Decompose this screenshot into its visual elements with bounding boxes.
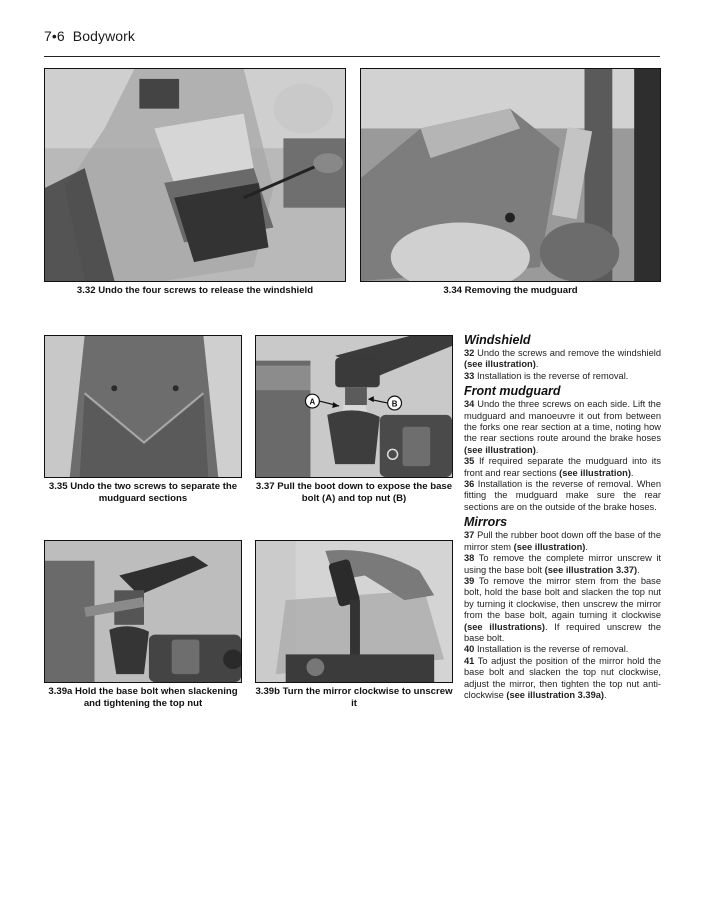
windshield-photo-illustration	[45, 69, 345, 281]
caption-3-39b	[255, 686, 453, 709]
caption-3-35-line2: mudguard sections	[98, 492, 188, 504]
callout-b-label: B	[391, 399, 398, 409]
mudguard-photo-illustration	[361, 69, 660, 281]
photo-3-37	[255, 335, 453, 478]
heading-mirrors: Mirrors	[464, 515, 508, 530]
mirror-base-photo-illustration	[256, 336, 452, 477]
paragraph-40: 40 Installation is the reverse of removal.	[464, 644, 629, 655]
page-number: 7•6	[44, 28, 65, 44]
heading-windshield: Windshield	[464, 333, 531, 347]
header-divider	[44, 56, 660, 57]
caption-3-32: 3.32 Undo the four screws to release the windshield	[76, 285, 314, 296]
heading-front-mudguard: Front mudguard	[464, 384, 561, 399]
paragraph-36: 36 Installation is the reverse of removal. When fitting the mudguard make sure the rear sections are on the outside of the brake hoses.	[464, 479, 661, 512]
base-bolt-photo-illustration	[45, 541, 241, 682]
paragraph-34: 34 Undo the three screws on each side. Lift the mudguard and manoeuvre it out from between the forks one rear section at a time, noting how the rear sections route around the brake hoses (see illustration).	[464, 399, 661, 455]
caption-3-35-line1: 3.35 Undo the two screws to separate the	[48, 481, 238, 492]
callout-a-label: A	[309, 397, 316, 407]
paragraph-33: 33 Installation is the reverse of removal.	[464, 370, 629, 381]
mirror-turn-photo-illustration	[256, 541, 452, 682]
paragraph-39: 39 To remove the mirror stem from the base bolt, hold the base bolt and slacken the top nut by turning it clockwise, then unscrew the mirror from the base bolt, again turning it clockwise (see illustrations). If required unscrew the base bolt.	[464, 575, 662, 643]
caption-3-37-line2: bolt (A) and top nut (B)	[301, 492, 407, 504]
caption-3-39b-line1: 3.39b Turn the mirror clockwise to unscrew	[255, 686, 453, 697]
section-title: Bodywork	[72, 28, 136, 44]
mudguard-sections-photo-illustration	[45, 336, 241, 477]
caption-3-37	[255, 481, 453, 504]
paragraph-41: 41 To adjust the position of the mirror hold the base bolt and slacken the top nut clockwise, adjust the mirror, then tighten the top nut anti-clockwise (see illustration 3.39a).	[464, 655, 661, 700]
photo-3-32	[44, 68, 346, 282]
caption-3-37-line1: 3.37 Pull the boot down to expose the base	[255, 481, 453, 492]
paragraph-37: 37 Pull the rubber boot down off the base of the mirror stem (see illustration).	[464, 530, 661, 552]
paragraph-35: 35 If required separate the mudguard into its front and rear sections (see illustration).	[464, 456, 661, 478]
caption-3-39b-line2: it	[351, 697, 357, 709]
photo-3-39a	[44, 540, 242, 683]
page-header	[44, 28, 135, 44]
paragraph-38: 38 To remove the complete mirror unscrew it using the base bolt (see illustration 3.37).	[464, 553, 662, 575]
paragraph-32: 32 Undo the screws and remove the windshield (see illustration).	[464, 348, 661, 370]
caption-3-39a	[44, 686, 242, 709]
caption-3-39a-line2: and tightening the top nut	[83, 697, 203, 709]
caption-3-35	[44, 481, 242, 504]
photo-3-35	[44, 335, 242, 478]
caption-3-39a-line1: 3.39a Hold the base bolt when slackening	[48, 686, 238, 697]
text-column	[464, 333, 661, 701]
caption-3-34: 3.34 Removing the mudguard	[443, 285, 578, 296]
photo-3-34	[360, 68, 661, 282]
photo-3-39b	[255, 540, 453, 683]
